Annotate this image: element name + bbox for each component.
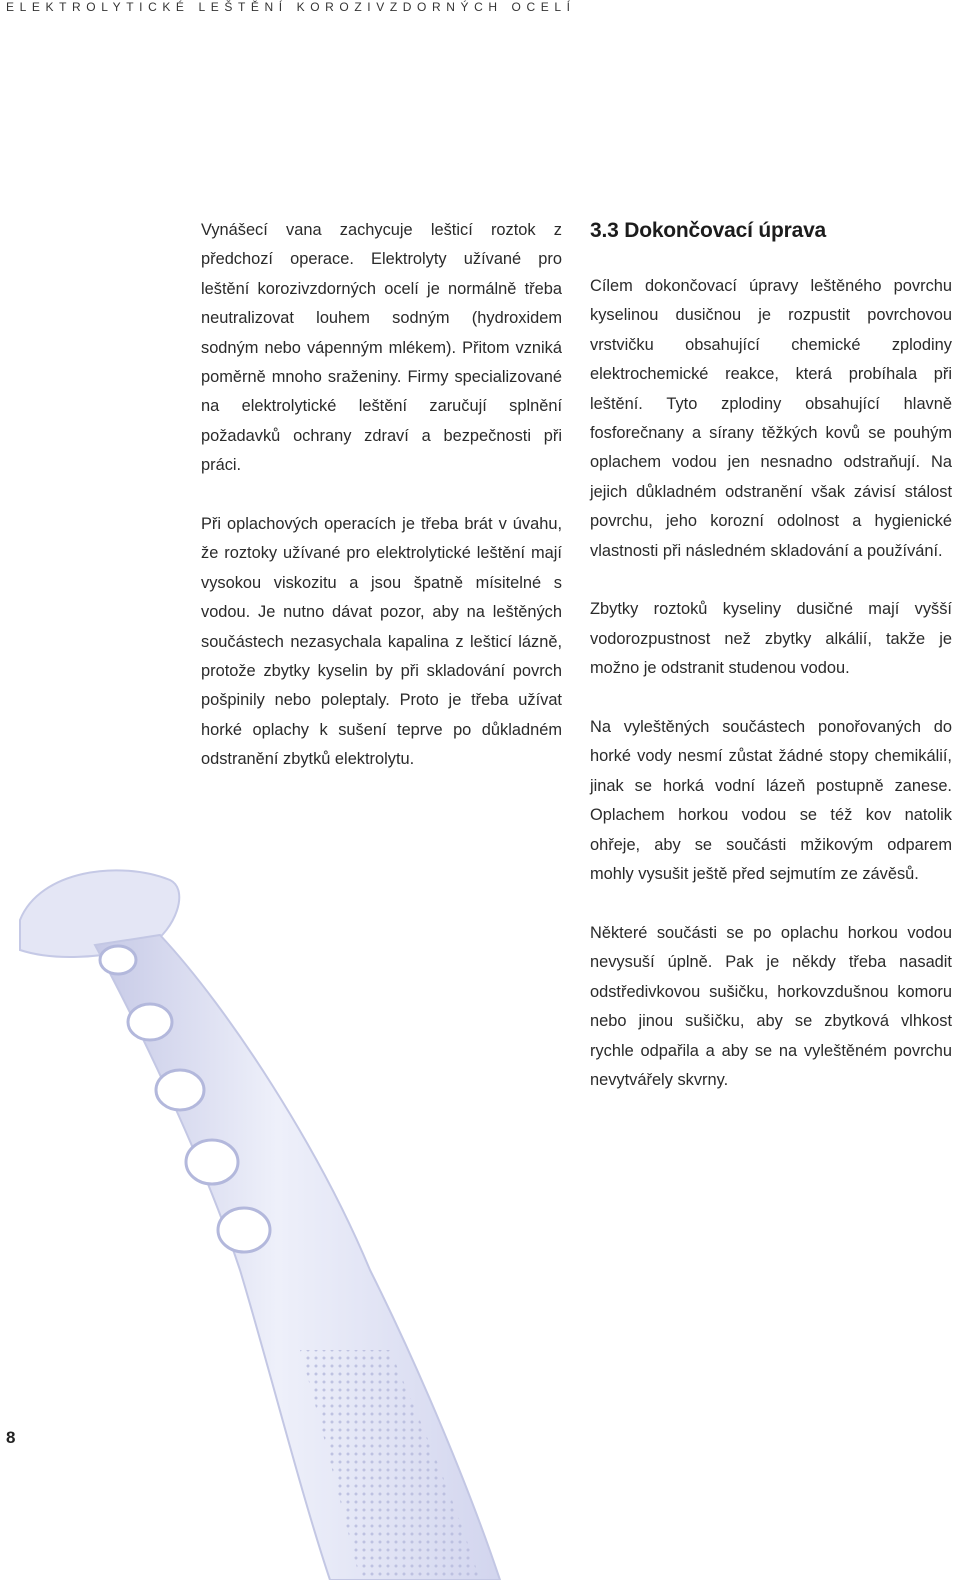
plate-hole (100, 946, 136, 974)
left-column (201, 216, 562, 804)
right-column (590, 216, 952, 1125)
bone-plate-illustration (0, 850, 560, 1580)
plate-hole (128, 1004, 172, 1040)
paragraph-rinse-tank: Vynášecí vana zachycuje lešticí roztok z předchozí operace. Elektrolyty užívané pro leštění korozivzdorných ocelí je normálně třeba neutralizovat louhem sodným (hydroxidem sodným nebo vápenným mlékem). Přitom vzniká poměrně mnoho sraženiny. Firmy specializované na elektrolytické leštění zaručují splnění požadavků ochrany zdraví a bezpečnosti při práci. (201, 221, 562, 475)
plate-hole (218, 1208, 270, 1252)
running-header: ELEKTROLYTICKÉ LEŠTĚNÍ KOROZIVZDORNÝCH OCELÍ (6, 0, 576, 14)
paragraph-rinsing-operations: Při oplachových operacích je třeba brát v úvahu, že roztoky užívané pro elektrolytické leštění mají vysokou viskozitu a jsou špatně mísitelné s vodou. Je nutno dávat pozor, aby na leštěných součástech nezasychala kapalina z lešticí lázně, protože zbytky kyselin by při skladování povrch pošpinily nebo poleptaly. Proto je třeba užívat horké oplachy k sušení teprve po důkladném odstranění zbytků elektrolytu. (201, 515, 562, 769)
paragraph-hot-water-rinse: Na vyleštěných součástech ponořovaných do horké vody nesmí zůstat žádné stopy chemikálií, jinak se horká vodní lázeň postupně zanese. Oplachem horkou vodou se též kov natolik ohřeje, aby se součásti mžikovým odparem mohly vysušit ještě před sejmutím ze závěsů. (590, 718, 952, 884)
paragraph-drying: Některé součásti se po oplachu horkou vodou nevysuší úplně. Pak je někdy třeba nasadit odstředivkovou sušičku, horkovzdušnou komoru nebo jinou sušičku, aby se zbytková vlhkost rychle odpařila a aby se na vyleštěném povrchu nevytvářely skvrny. (590, 923, 952, 1089)
section-heading: 3.3 Dokončovací úprava (590, 219, 827, 242)
paragraph-finishing-purpose: Cílem dokončovací úpravy leštěného povrchu kyselinou dusičnou je rozpustit povrchovou vrstvičku obsahující chemické zplodiny elektrochemické reakce, která probíhala při leštění. Tyto zplodiny obsahující hlavně fosforečnany a sírany těžkých kovů se pouhým oplachem vodou jen nesnadno odstraňují. Na jejich důkladném odstranění však závisí stálost povrchu, jeho korozní odolnost a hygienické vlastnosti při následném skladování a používání. (590, 277, 952, 560)
page-number: 8 (6, 1428, 16, 1447)
paragraph-nitric-residues: Zbytky roztoků kyseliny dusičné mají vyšší vodorozpustnost než zbytky alkálií, takže je možno je odstranit studenou vodou. (590, 600, 952, 678)
plate-hole (186, 1140, 238, 1184)
plate-hole (156, 1070, 204, 1110)
